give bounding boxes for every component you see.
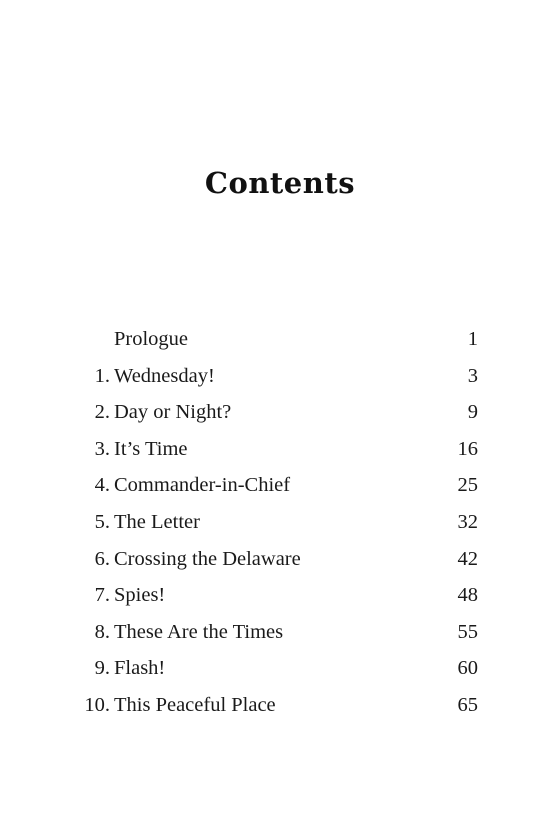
chapter-number: 3. bbox=[94, 437, 110, 460]
page-number: 42 bbox=[457, 547, 478, 570]
toc-entry[interactable] bbox=[0, 394, 560, 431]
page-number: 1 bbox=[467, 328, 478, 350]
chapter-number: 8. bbox=[94, 620, 110, 643]
page-number: 65 bbox=[457, 693, 478, 716]
page-number: 60 bbox=[457, 657, 478, 680]
chapter-title: These Are the Times bbox=[114, 620, 284, 643]
chapter-number: 6. bbox=[94, 547, 110, 570]
page-number: 3 bbox=[467, 364, 478, 387]
toc-entry[interactable] bbox=[0, 467, 560, 504]
page-number: 55 bbox=[457, 620, 478, 643]
chapter-number: 1. bbox=[94, 364, 110, 387]
table-of-contents bbox=[0, 321, 560, 724]
chapter-title: Day or Night? bbox=[114, 401, 232, 424]
chapter-number: 7. bbox=[94, 584, 110, 607]
chapter-title: It’s Time bbox=[114, 437, 188, 460]
chapter-title: Crossing the Delaware bbox=[114, 547, 301, 570]
chapter-title: The Letter bbox=[114, 510, 200, 533]
chapter-title: Prologue bbox=[114, 328, 189, 350]
chapter-number: 9. bbox=[94, 657, 110, 680]
toc-entry[interactable] bbox=[0, 504, 560, 541]
toc-entry[interactable] bbox=[0, 577, 560, 614]
chapter-title: Wednesday! bbox=[114, 364, 215, 387]
toc-entry[interactable] bbox=[0, 541, 560, 578]
chapter-number: 10. bbox=[84, 693, 110, 716]
chapter-number: 2. bbox=[94, 401, 110, 424]
chapter-title: Spies! bbox=[114, 584, 166, 607]
chapter-number: 4. bbox=[94, 474, 110, 497]
page-number: 48 bbox=[457, 584, 478, 607]
toc-entry[interactable] bbox=[0, 650, 560, 687]
toc-entry[interactable] bbox=[0, 321, 560, 358]
toc-entry[interactable] bbox=[0, 358, 560, 395]
page-number: 25 bbox=[457, 474, 478, 497]
page-number: 32 bbox=[457, 510, 478, 533]
toc-entry[interactable] bbox=[0, 431, 560, 468]
page-title: Contents bbox=[204, 166, 356, 200]
chapter-title: This Peaceful Place bbox=[114, 693, 276, 716]
toc-entry[interactable] bbox=[0, 614, 560, 651]
chapter-title: Commander-in-Chief bbox=[114, 474, 291, 497]
toc-entry[interactable] bbox=[0, 687, 560, 724]
page-number: 9 bbox=[467, 401, 478, 424]
page-number: 16 bbox=[457, 437, 478, 460]
chapter-title: Flash! bbox=[114, 657, 166, 680]
chapter-number: 5. bbox=[94, 510, 110, 533]
